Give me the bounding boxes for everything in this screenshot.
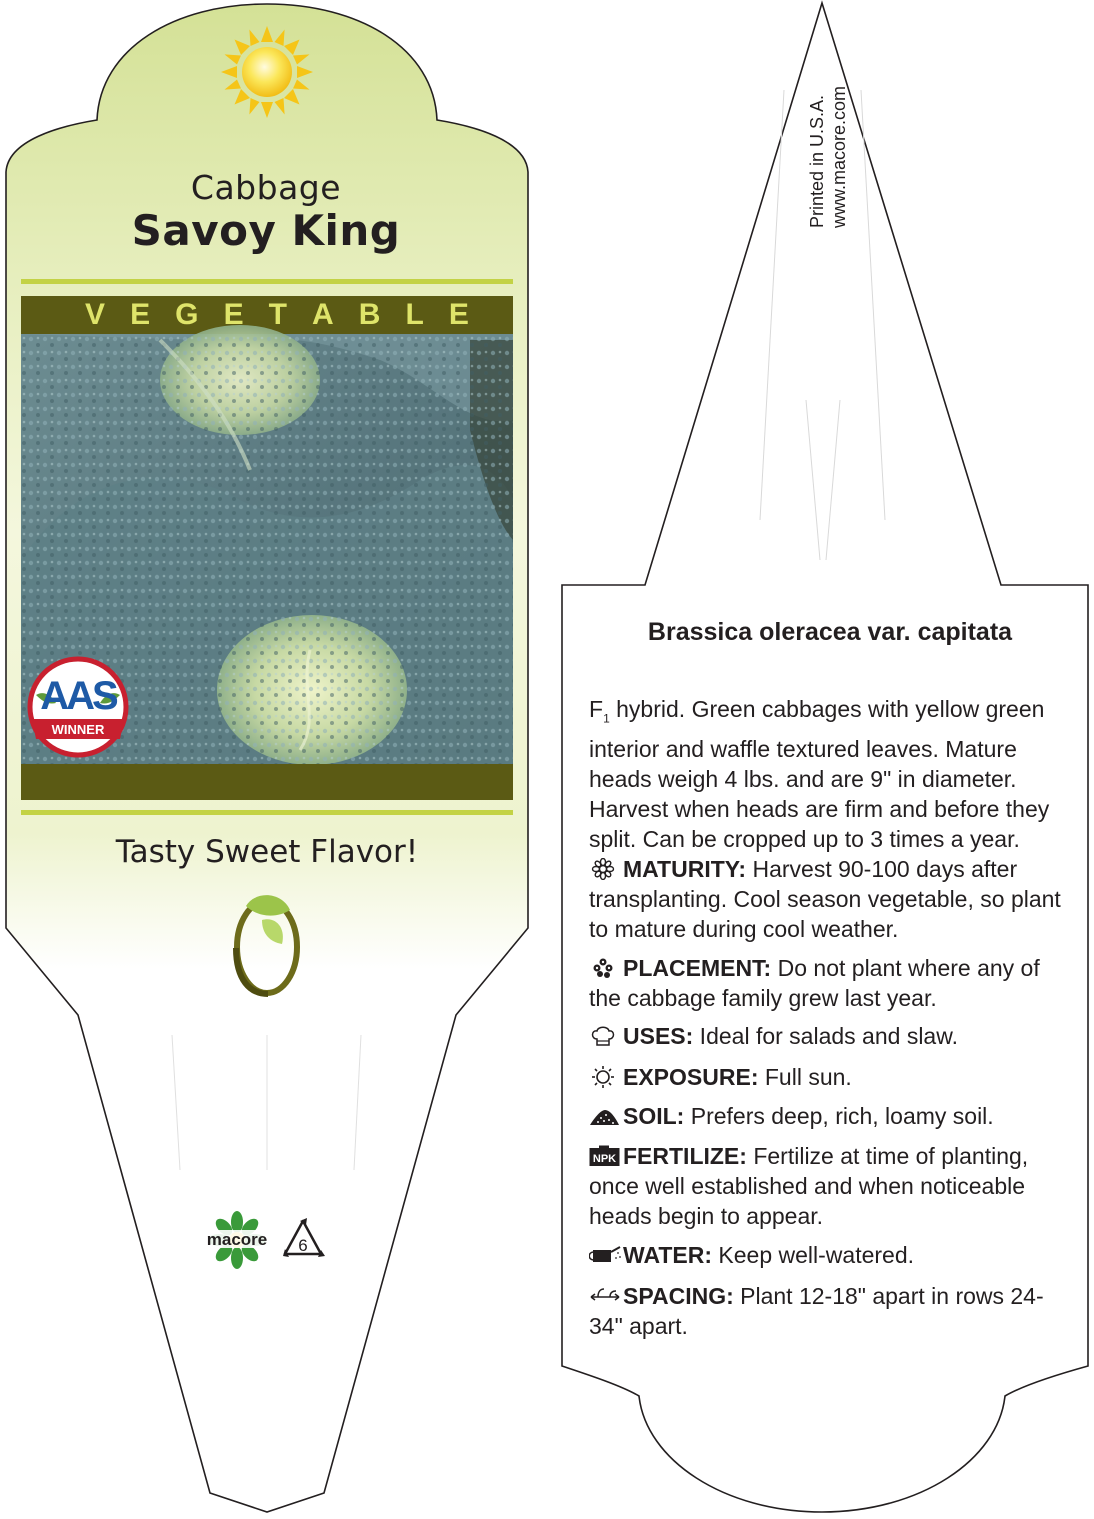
chef-hat-icon <box>589 1025 623 1047</box>
attribute-soil <box>589 1101 1077 1131</box>
attribute-exposure <box>589 1062 1077 1092</box>
attribute-uses <box>589 1021 1077 1051</box>
plant-description <box>589 694 1077 854</box>
plant-common-name: Cabbage <box>190 168 342 207</box>
plant-cultivar-name: Savoy King <box>131 206 401 255</box>
plant-cluster-icon <box>589 957 623 979</box>
aas-logo-text: AAS <box>40 674 116 718</box>
attribute-label: PLACEMENT: <box>623 955 772 981</box>
attribute-water <box>589 1240 1077 1270</box>
category-letter: G <box>175 298 199 331</box>
soil-pile-icon <box>589 1105 623 1127</box>
website-url: www.macore.com <box>829 85 849 228</box>
category-label <box>21 296 513 334</box>
attribute-maturity <box>589 854 1077 944</box>
sun-outline-icon <box>589 1066 623 1088</box>
watering-can-icon <box>589 1244 623 1266</box>
attribute-text: Plant 12-18" apart in rows 24-34" apart. <box>589 1283 1044 1339</box>
npk-icon <box>589 1145 623 1167</box>
category-letter: E <box>448 298 469 331</box>
attribute-text: Prefers deep, rich, loamy soil. <box>684 1103 994 1129</box>
attribute-label: WATER: <box>623 1242 713 1268</box>
aas-winner-text: WINNER <box>51 722 105 737</box>
npk-icon-text: NPK <box>592 1153 617 1165</box>
spacing-icon <box>589 1285 623 1307</box>
name-accent-line <box>21 279 513 284</box>
printed-in-usa: Printed in U.S.A. <box>807 94 827 228</box>
botanical-name: Brassica oleracea var. capitata <box>647 618 1013 646</box>
category-letter: L <box>405 298 424 331</box>
attribute-label: SOIL: <box>623 1103 685 1129</box>
category-letter: E <box>130 298 151 331</box>
recycle-code: 6 <box>298 1236 308 1255</box>
full-sun-icon <box>221 26 313 118</box>
tagline: Tasty Sweet Flavor! <box>115 834 419 870</box>
bottom-band <box>21 764 513 800</box>
attribute-label: EXPOSURE: <box>623 1064 759 1090</box>
macore-brand-text: macore <box>206 1230 268 1249</box>
category-letter: V <box>85 298 106 331</box>
category-letter: B <box>358 298 381 331</box>
bottom-accent-line <box>21 810 513 815</box>
attribute-text: Do not plant where any of the cabbage family grew last year. <box>589 955 1040 1011</box>
description-subscript: 1 <box>603 711 610 726</box>
description-text: hybrid. Green cabbages with yellow green interior and waffle textured leaves. Mature heads weigh 4 lbs. and are 9" in diameter. Harvest when heads are firm and before they split. Can be cropped up to 3 times a year. <box>589 696 1050 852</box>
attribute-fertilize <box>589 1141 1077 1231</box>
category-letter: T <box>268 298 287 331</box>
attribute-text: Full sun. <box>758 1064 852 1090</box>
attribute-label: SPACING: <box>623 1283 734 1309</box>
aas-winner-badge <box>30 659 126 755</box>
attribute-placement <box>589 953 1077 1013</box>
category-letter: E <box>223 298 244 331</box>
attribute-label: FERTILIZE: <box>623 1143 747 1169</box>
description-prefix: F <box>589 696 604 722</box>
attribute-label: MATURITY: <box>623 856 747 882</box>
attribute-text: Harvest 90-100 days after transplanting. Cool season vegetable, so plant to mature during cool weather. <box>589 856 1061 942</box>
flower-icon <box>589 858 623 880</box>
attribute-label: USES: <box>623 1023 694 1049</box>
attribute-spacing <box>589 1281 1077 1341</box>
attribute-text: Ideal for salads and slaw. <box>693 1023 958 1049</box>
attribute-text: Keep well-watered. <box>712 1242 915 1268</box>
category-letter: A <box>312 298 334 331</box>
attribute-text: Fertilize at time of planting, once well established and when noticeable heads begin to appear. <box>589 1143 1029 1229</box>
